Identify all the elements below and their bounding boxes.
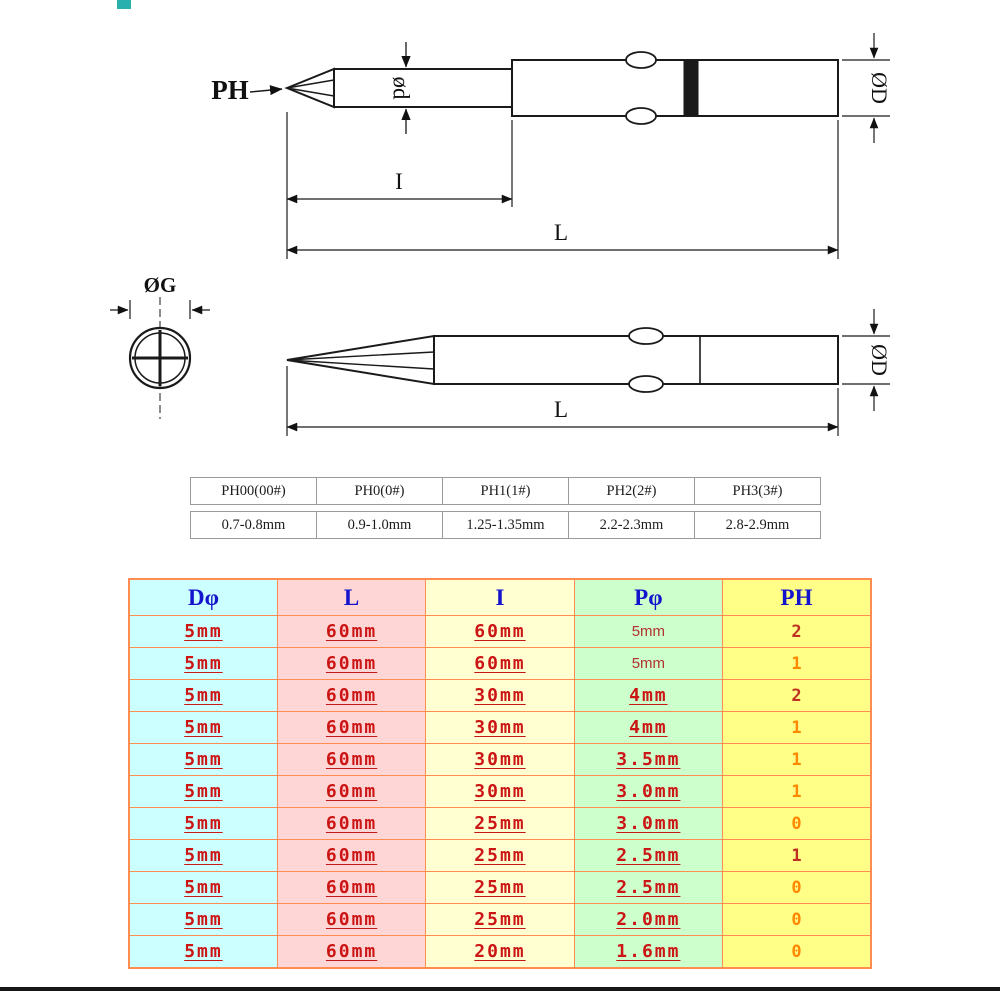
spec-cell-i: 25mm — [426, 904, 574, 936]
spec-cell-d: 5mm — [129, 776, 277, 808]
spec-cell-ph: 1 — [723, 712, 871, 744]
ph-arrow — [250, 89, 282, 92]
spec-row — [129, 680, 871, 712]
spec-row — [129, 776, 871, 808]
spec-row — [129, 840, 871, 872]
spec-cell-l: 60mm — [277, 616, 425, 648]
ph-size-header: PH1(1#) — [442, 477, 569, 505]
spec-cell-l: 60mm — [277, 872, 425, 904]
spec-cell-i: 30mm — [426, 776, 574, 808]
spec-cell-p: 1.6mm — [574, 936, 722, 969]
ph-size-header: PH2(2#) — [568, 477, 695, 505]
spec-cell-d: 5mm — [129, 680, 277, 712]
spec-row — [129, 648, 871, 680]
spec-header-i: I — [426, 579, 574, 616]
shank-diameter-label-top: ØD — [866, 72, 892, 104]
spec-cell-ph: 0 — [723, 808, 871, 840]
spec-cell-i: 25mm — [426, 808, 574, 840]
groove-diameter-label: ØG — [143, 273, 177, 297]
tip-diameter-label: ød — [388, 76, 414, 100]
spec-cell-i: 20mm — [426, 936, 574, 969]
bit-shaft — [334, 69, 512, 107]
spec-cell-i: 60mm — [426, 648, 574, 680]
spec-header-d: Dφ — [129, 579, 277, 616]
bottom-border-bar — [0, 987, 1000, 991]
spec-row — [129, 712, 871, 744]
spec-cell-l: 60mm — [277, 776, 425, 808]
ph-size-value: 0.9-1.0mm — [316, 511, 443, 539]
bit-hex-shank — [512, 60, 838, 116]
bit-dimension-diagram — [0, 0, 1000, 470]
shank-diameter-label-bottom: ØD — [866, 344, 892, 376]
ph-size-header: PH0(0#) — [316, 477, 443, 505]
spec-cell-d: 5mm — [129, 872, 277, 904]
spec-cell-p: 3.0mm — [574, 808, 722, 840]
spec-row — [129, 872, 871, 904]
spec-cell-ph: 0 — [723, 872, 871, 904]
spec-cell-i: 25mm — [426, 872, 574, 904]
spec-cell-ph: 2 — [723, 680, 871, 712]
spec-header-ph: PH — [723, 579, 871, 616]
spec-cell-d: 5mm — [129, 840, 277, 872]
spec-cell-l: 60mm — [277, 808, 425, 840]
spec-cell-d: 5mm — [129, 648, 277, 680]
spec-cell-ph: 1 — [723, 744, 871, 776]
spec-header-row — [129, 579, 871, 616]
spec-cell-d: 5mm — [129, 744, 277, 776]
ball-groove-top — [626, 52, 656, 68]
spec-row — [129, 744, 871, 776]
spec-cell-ph: 0 — [723, 904, 871, 936]
spec-cell-l: 60mm — [277, 744, 425, 776]
spec-cell-p: 4mm — [574, 680, 722, 712]
spec-header-p: Pφ — [574, 579, 722, 616]
spec-cell-ph: 2 — [723, 616, 871, 648]
spec-header-l: L — [277, 579, 425, 616]
spec-cell-l: 60mm — [277, 904, 425, 936]
spec-cell-ph: 1 — [723, 840, 871, 872]
spec-cell-p: 3.5mm — [574, 744, 722, 776]
spec-cell-ph: 1 — [723, 648, 871, 680]
ph-size-value-row — [190, 511, 822, 539]
spec-cell-p: 4mm — [574, 712, 722, 744]
ball-groove-top — [629, 328, 663, 344]
spec-cell-p: 5mm — [574, 616, 722, 648]
spec-cell-ph: 0 — [723, 936, 871, 969]
spec-row — [129, 904, 871, 936]
spec-cell-d: 5mm — [129, 808, 277, 840]
spec-row — [129, 808, 871, 840]
spec-cell-p: 3.0mm — [574, 776, 722, 808]
spec-cell-l: 60mm — [277, 680, 425, 712]
overall-length-label-top: L — [553, 220, 569, 245]
spec-cell-d: 5mm — [129, 904, 277, 936]
spec-cell-d: 5mm — [129, 712, 277, 744]
spec-row — [129, 616, 871, 648]
spec-cell-p: 2.5mm — [574, 840, 722, 872]
ph-size-header: PH3(3#) — [694, 477, 821, 505]
spec-row — [129, 936, 871, 969]
spec-cell-i: 25mm — [426, 840, 574, 872]
bit-side-view-short-tip — [287, 52, 838, 124]
bit-front-view — [110, 297, 210, 419]
spec-cell-l: 60mm — [277, 936, 425, 969]
spec-table — [128, 578, 872, 969]
spec-cell-ph: 1 — [723, 776, 871, 808]
ph-size-table — [190, 477, 822, 539]
spec-cell-p: 2.5mm — [574, 872, 722, 904]
spec-cell-i: 30mm — [426, 680, 574, 712]
ph-size-value: 2.8-2.9mm — [694, 511, 821, 539]
spec-cell-d: 5mm — [129, 616, 277, 648]
spec-cell-p: 2.0mm — [574, 904, 722, 936]
spec-cell-p: 5mm — [574, 648, 722, 680]
spec-cell-i: 60mm — [426, 616, 574, 648]
spec-cell-d: 5mm — [129, 936, 277, 969]
ph-size-header: PH00(00#) — [190, 477, 317, 505]
retaining-groove — [684, 60, 698, 116]
ph-size-header-row — [190, 477, 822, 505]
spec-cell-l: 60mm — [277, 712, 425, 744]
spec-cell-i: 30mm — [426, 712, 574, 744]
overall-length-label-bottom: L — [553, 397, 569, 422]
spec-cell-l: 60mm — [277, 648, 425, 680]
tip-length-label: I — [395, 169, 403, 194]
bit-side-view-long-tip — [287, 328, 838, 392]
spec-cell-i: 30mm — [426, 744, 574, 776]
ph-size-value: 0.7-0.8mm — [190, 511, 317, 539]
ball-groove-bottom — [629, 376, 663, 392]
ph-size-value: 1.25-1.35mm — [442, 511, 569, 539]
ph-tip-label: PH — [211, 75, 249, 105]
spec-cell-l: 60mm — [277, 840, 425, 872]
ph-size-value: 2.2-2.3mm — [568, 511, 695, 539]
ball-groove-bottom — [626, 108, 656, 124]
